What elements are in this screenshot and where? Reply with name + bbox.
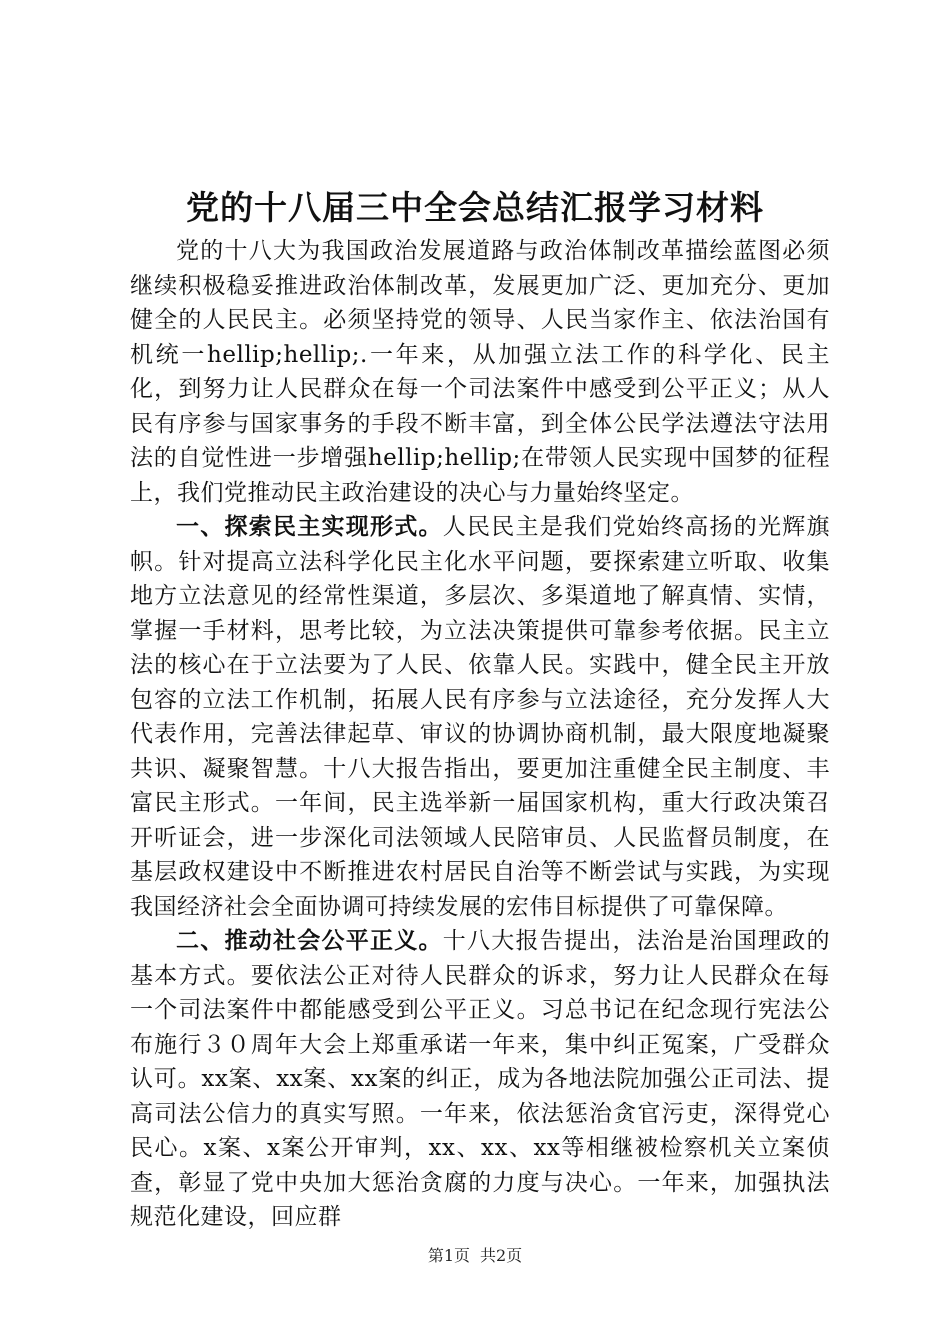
section-heading: 二、推动社会公平正义。	[176, 927, 443, 954]
paragraph-section-1	[130, 510, 830, 924]
paragraph-section-2	[130, 924, 830, 1235]
paragraph-intro	[130, 234, 830, 510]
paragraph-text: 人民民主是我们党始终高扬的光辉旗帜。针对提高立法科学化民主化水平问题，要探索建立听取、收集地方立法意见的经常性渠道，多层次、多渠道地了解真情、实情，掌握一手材料，思考比较，为立法决策提供可靠参考依据。民主立法的核心在于立法要为了人民、依靠人民。实践中，健全民主开放包容的立法工作机制，拓展人民有序参与立法途径，充分发挥人大代表作用，完善法律起草、审议的协调协商机制，最大限度地凝聚共识、凝聚智慧。十八大报告指出，要更加注重健全民主制度、丰富民主形式。一年间，民主选举新一届国家机构，重大行政决策召开听证会，进一步深化司法领域人民陪审员、人民监督员制度，在基层政权建设中不断推进农村居民自治等不断尝试与实践，为实现我国经济社会全面协调可持续发展的宏伟目标提供了可靠保障。	[130, 514, 830, 920]
paragraph-text: 十八大报告提出，法治是治国理政的基本方式。要依法公正对待人民群众的诉求，努力让人民群众在每一个司法案件中都能感受到公平正义。习总书记在纪念现行宪法公布施行３０周年大会上郑重承诺一年来，集中纠正冤案，广受群众认可。xx案、xx案、xx案的纠正，成为各地法院加强公正司法、提高司法公信力的真实写照。一年来，依法惩治贪官污吏，深得党心民心。x案、x案公开审判，xx、xx、xx等相继被检察机关立案侦查，彰显了党中央加大惩治贪腐的力度与决心。一年来，加强执法规范化建设，回应群	[130, 928, 830, 1230]
page-footer	[0, 1245, 950, 1267]
page-total: 共2页	[480, 1246, 523, 1265]
page-number: 第1页	[427, 1246, 470, 1265]
document-body	[130, 234, 830, 1235]
section-heading: 一、探索民主实现形式。	[176, 513, 443, 540]
paragraph-text: 党的十八大为我国政治发展道路与政治体制改革描绘蓝图必须继续积极稳妥推进政治体制改革，发展更加广泛、更加充分、更加健全的人民民主。必须坚持党的领导、人民当家作主、依法治国有机统一hellip;hellip;.一年来，从加强立法工作的科学化、民主化，到努力让人民群众在每一个司法案件中感受到公平正义；从人民有序参与国家事务的手段不断丰富，到全体公民学法遵法守法用法的自觉性进一步增强hellip;hellip;在带领人民实现中国梦的征程上，我们党推动民主政治建设的决心与力量始终坚定。	[130, 238, 830, 506]
document-title: 党的十八届三中全会总结汇报学习材料	[186, 188, 764, 227]
